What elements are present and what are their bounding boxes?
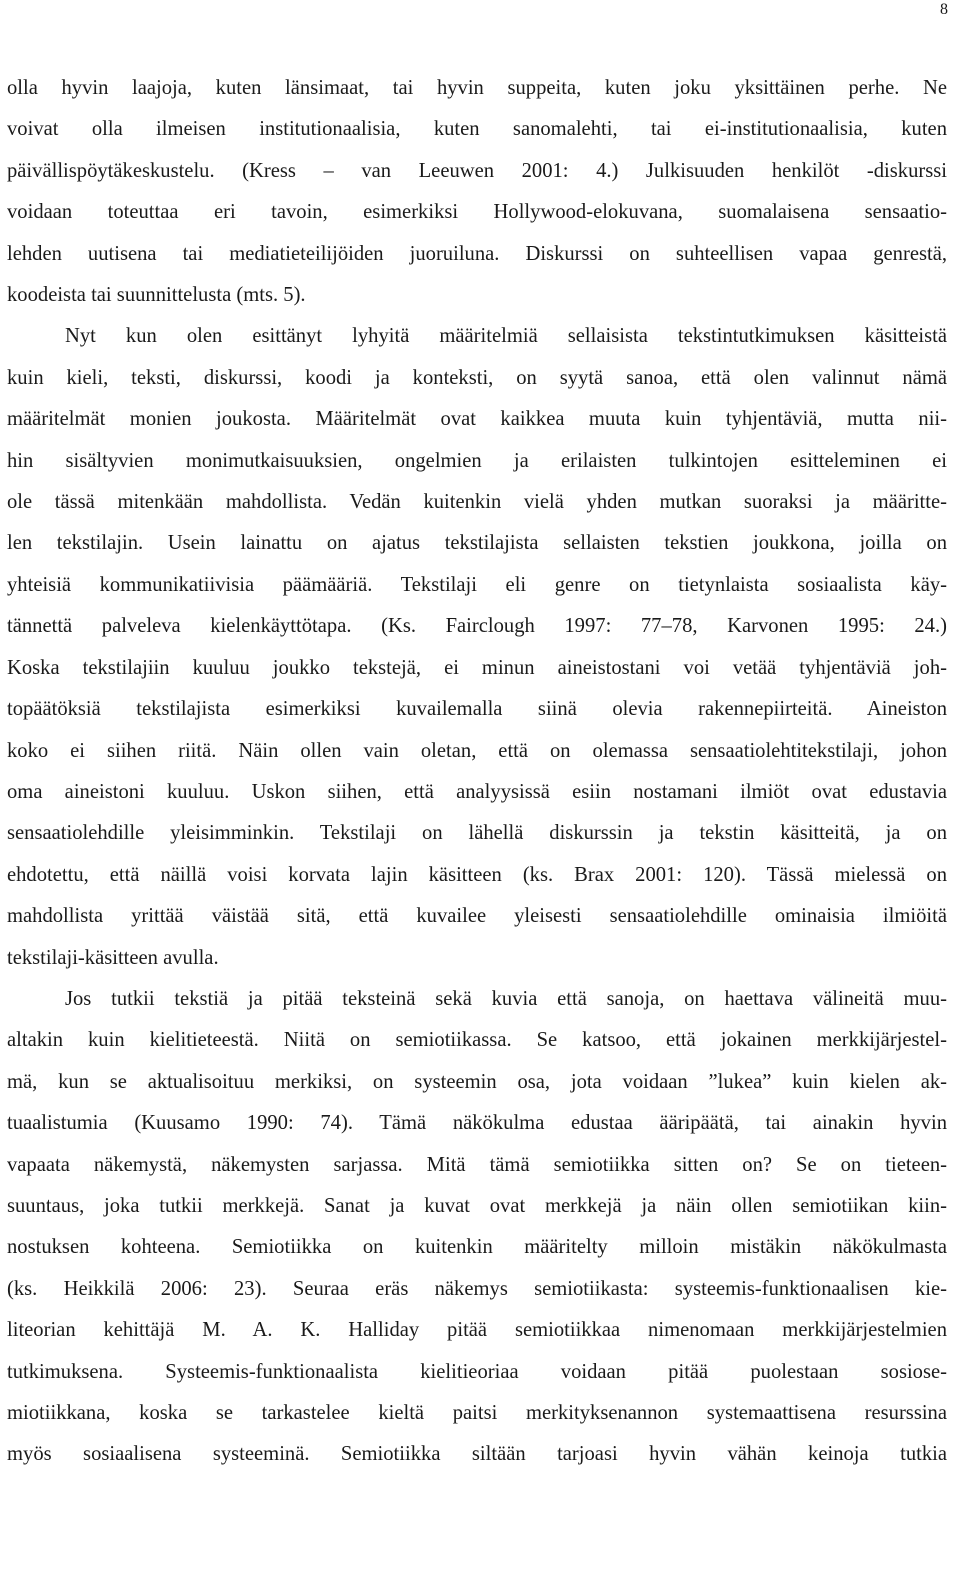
text-line: len tekstilajin. Usein lainattu on ajatus tekstilajista sellaisten tekstien joukkona, joilla on bbox=[7, 532, 947, 555]
text-line: tutkimuksena. Systeemis-funktionaalista kielitieoriaa voidaan pitää puolestaan sosiose- bbox=[7, 1360, 947, 1383]
text-line: nostuksen kohteena. Semiotiikka on kuitenkin määritelty milloin mistäkin näkökulmasta bbox=[7, 1236, 947, 1259]
text-line: kuin kieli, teksti, diskurssi, koodi ja konteksti, on syytä sanoa, että olen valinnut nämä bbox=[7, 366, 947, 389]
text-line: suuntaus, joka tutkii merkkejä. Sanat ja kuvat ovat merkkejä ja näin ollen semiotiikan kiin- bbox=[7, 1194, 947, 1217]
page-number: 8 bbox=[940, 1, 948, 18]
text-line: lehden uutisena tai mediatieteilijöiden juoruiluna. Diskurssi on suhteellisen vapaa genrestä, bbox=[7, 242, 947, 265]
text-line: altakin kuin kielitieteestä. Niitä on semiotiikassa. Se katsoo, että jokainen merkkijärjestel- bbox=[7, 1029, 947, 1052]
body-text bbox=[7, 68, 947, 1476]
text-line: mä, kun se aktualisoituu merkiksi, on systeemin osa, jota voidaan ”lukea” kuin kielen ak- bbox=[7, 1070, 947, 1093]
text-line: liteorian kehittäjä M. A. K. Halliday pitää semiotiikkaa nimenomaan merkkijärjestelmien bbox=[7, 1319, 947, 1342]
text-line: (ks. Heikkilä 2006: 23). Seuraa eräs näkemys semiotiikasta: systeemis-funktionaalisen kie- bbox=[7, 1277, 947, 1300]
text-line: tännettä palveleva kielenkäyttötapa. (Ks. Fairclough 1997: 77–78, Karvonen 1995: 24.) bbox=[7, 615, 947, 638]
text-line: koodeista tai suunnittelusta (mts. 5). bbox=[7, 284, 306, 307]
text-line: hin sisältyvien monimutkaisuuksien, ongelmien ja erilaisten tulkintojen esitteleminen ei bbox=[7, 449, 947, 472]
text-line: Nyt kun olen esittänyt lyhyitä määritelmiä sellaisista tekstintutkimuksen käsitteistä bbox=[65, 325, 947, 348]
text-line: miotiikkana, koska se tarkastelee kieltä paitsi merkityksenannon systemaattisena resurssina bbox=[7, 1402, 947, 1424]
text-line: päivällispöytäkeskustelu. (Kress – van Leeuwen 2001: 4.) Julkisuuden henkilöt -diskurssi bbox=[7, 159, 947, 182]
text-line: koko ei siihen riitä. Näin ollen vain oletan, että on olemassa sensaatiolehtitekstilaji, johon bbox=[7, 739, 947, 762]
text-line: Jos tutkii tekstiä ja pitää teksteinä sekä kuvia että sanoja, on haettava välineitä muu- bbox=[65, 987, 947, 1010]
text-line: voidaan toteuttaa eri tavoin, esimerkiksi Hollywood-elokuvana, suomalaisena sensaatio- bbox=[7, 201, 947, 224]
text-line: topäätöksiä tekstilajista esimerkiksi kuvailemalla siinä olevia rakennepiirteitä. Aineiston bbox=[7, 698, 947, 721]
text-line: Koska tekstilajiin kuuluu joukko tekstejä, ei minun aineistostani voi vetää tyhjentäviä joh- bbox=[7, 656, 947, 679]
text-line: vapaata näkemystä, näkemysten sarjassa. Mitä tämä semiotiikka sitten on? Se on tieteen- bbox=[7, 1153, 947, 1176]
text-line: voivat olla ilmeisen institutionaalisia, kuten sanomalehti, tai ei-institutionaalisia, kuten bbox=[7, 118, 947, 141]
text-line: ole tässä mitenkään mahdollista. Vedän kuitenkin vielä yhden mutkan suoraksi ja määritte- bbox=[7, 491, 947, 514]
text-line: oma aineistoni kuuluu. Uskon siihen, että analyysissä esiin nostamani ilmiöt ovat edustavia bbox=[7, 780, 947, 803]
text-line: yhteisiä kommunikatiivisia päämääriä. Tekstilaji eli genre on tietynlaista sosiaalista käy- bbox=[7, 573, 947, 596]
text-line: ehdotettu, että näillä voisi korvata lajin käsitteen (ks. Brax 2001: 120). Tässä mielessä on bbox=[7, 863, 947, 886]
text-line: olla hyvin laajoja, kuten länsimaat, tai hyvin suppeita, kuten joku yksittäinen perhe. Ne bbox=[7, 77, 947, 99]
text-line: mahdollista yrittää väistää sitä, että kuvailee yleisesti sensaatiolehdille ominaisia ilmiöitä bbox=[7, 905, 947, 928]
text-line: tuaalistumia (Kuusamo 1990: 74). Tämä näkökulma edustaa ääripäätä, tai ainakin hyvin bbox=[7, 1112, 947, 1135]
text-line: sensaatiolehdille yleisimminkin. Tekstilaji on lähellä diskurssin ja tekstin käsitteitä, ja on bbox=[7, 822, 947, 845]
text-line: määritelmät monien joukosta. Määritelmät ovat kaikkea muuta kuin tyhjentäviä, mutta nii- bbox=[7, 408, 947, 431]
text-line: myös sosiaalisena systeeminä. Semiotiikka siltään tarjoasi hyvin vähän keinoja tutkia bbox=[7, 1443, 947, 1466]
text-line: tekstilaji-käsitteen avulla. bbox=[7, 946, 219, 969]
